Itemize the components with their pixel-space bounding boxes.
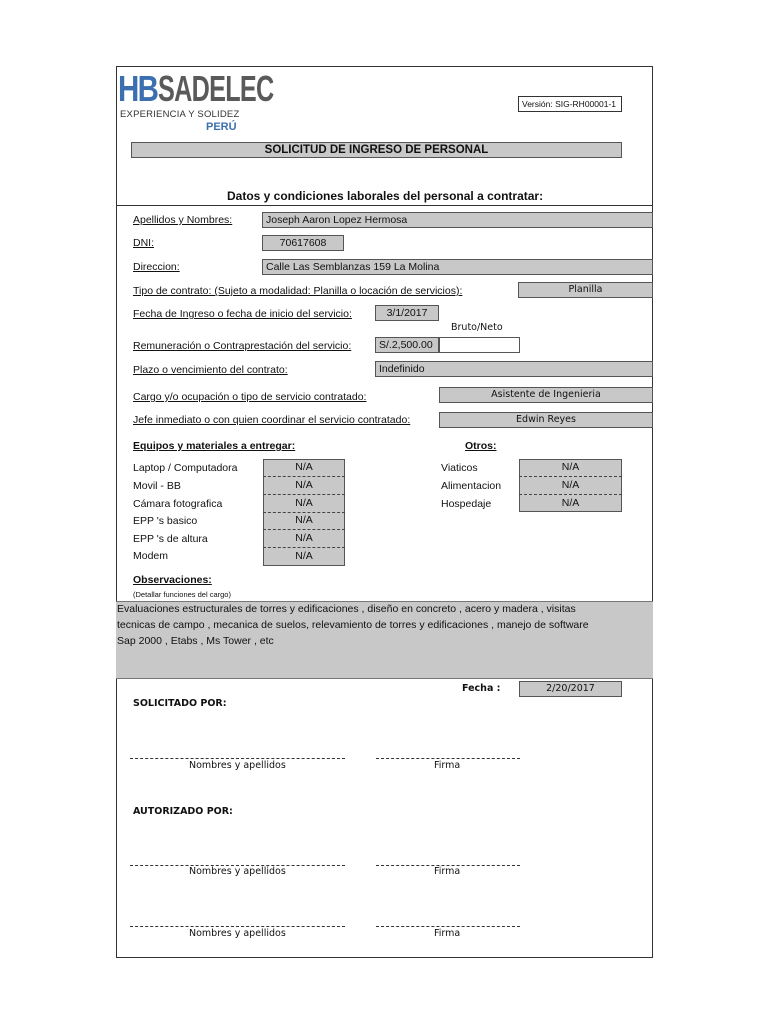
- signature-line: [376, 758, 520, 759]
- signature-line: [376, 926, 520, 927]
- otros-label: Alimentacion: [441, 480, 502, 492]
- firma-label: Firma: [434, 760, 461, 771]
- jefe-label: Jefe inmediato o con quien coordinar el servicio contratado:: [133, 414, 411, 426]
- remuneracion-field[interactable]: S/.2,500.00: [375, 337, 439, 353]
- section-title: Datos y condiciones laborales del personal a contratar:: [227, 189, 544, 203]
- bruto-neto-label: Bruto/Neto: [451, 322, 503, 333]
- tipo-contrato-label: Tipo de contrato: (Sujeto a modalidad: Planilla o locación de servicios):: [133, 285, 463, 297]
- divider: [263, 476, 345, 477]
- cargo-label: Cargo y/o ocupación o tipo de servicio contratado:: [133, 391, 367, 403]
- logo-name: SADELEC: [158, 68, 274, 109]
- divider: [263, 494, 345, 495]
- otros-title: Otros:: [465, 440, 497, 452]
- firma-label: Firma: [434, 928, 461, 939]
- otros-label: Viaticos: [441, 462, 478, 474]
- nombres-apellidos-label: Nombres y apellidos: [189, 760, 286, 771]
- divider: [519, 494, 622, 495]
- equipo-label: Laptop / Computadora: [133, 462, 238, 474]
- equipo-label: Modem: [133, 550, 169, 562]
- cargo-field[interactable]: Asistente de Ingenieria: [439, 387, 653, 403]
- nombres-label: Apellidos y Nombres:: [133, 214, 233, 226]
- nombres-apellidos-label: Nombres y apellidos: [189, 866, 286, 877]
- equipo-label: EPP 's basico: [133, 515, 198, 527]
- observaciones-subtitle: (Detallar funciones del cargo): [133, 590, 231, 599]
- otros-value[interactable]: N/A: [561, 479, 580, 491]
- logo-country: PERÚ: [206, 121, 237, 133]
- plazo-label: Plazo o vencimiento del contrato:: [133, 364, 288, 376]
- tipo-contrato-field[interactable]: Planilla: [518, 282, 653, 298]
- observaciones-title: Observaciones:: [133, 574, 212, 586]
- nombres-field[interactable]: Joseph Aaron Lopez Hermosa: [262, 212, 653, 228]
- jefe-field[interactable]: Edwin Reyes: [439, 412, 653, 428]
- solicitado-heading: SOLICITADO POR:: [133, 698, 227, 709]
- plazo-field[interactable]: Indefinido: [375, 361, 653, 377]
- form-title: SOLICITUD DE INGRESO DE PERSONAL: [131, 142, 622, 158]
- equipo-value[interactable]: N/A: [295, 479, 313, 491]
- remuneracion-label: Remuneración o Contraprestación del servicio:: [133, 340, 352, 352]
- fecha-ingreso-label: Fecha de Ingreso o fecha de inicio del servicio:: [133, 308, 352, 320]
- equipo-value[interactable]: N/A: [295, 514, 313, 526]
- equipo-label: EPP 's de altura: [133, 533, 208, 545]
- signature-line: [130, 758, 345, 759]
- equipo-label: Movil - BB: [133, 480, 181, 492]
- divider: [519, 476, 622, 477]
- nombres-apellidos-label: Nombres y apellidos: [189, 928, 286, 939]
- equipo-value[interactable]: N/A: [295, 461, 313, 473]
- firma-label: Firma: [434, 866, 461, 877]
- logo-hb: HB: [118, 68, 158, 109]
- logo-tagline: EXPERIENCIA Y SOLIDEZ: [120, 109, 240, 120]
- otros-label: Hospedaje: [441, 498, 492, 510]
- direccion-field[interactable]: Calle Las Semblanzas 159 La Molina: [262, 259, 653, 275]
- observaciones-line: Evaluaciones estructurales de torres y edificaciones , diseño en concreto , acero y madera , visitas: [117, 603, 576, 615]
- fecha-field[interactable]: 2/20/2017: [519, 681, 622, 697]
- divider: [263, 512, 345, 513]
- otros-value[interactable]: N/A: [561, 461, 580, 473]
- bruto-neto-field[interactable]: [439, 337, 520, 353]
- divider: [116, 205, 653, 206]
- equipo-label: Cámara fotografica: [133, 498, 223, 510]
- otros-value[interactable]: N/A: [561, 497, 580, 509]
- direccion-label: Direccion:: [133, 261, 180, 273]
- observaciones-line: Sap 2000 , Etabs , Ms Tower , etc: [117, 635, 274, 647]
- divider: [263, 547, 345, 548]
- fecha-label: Fecha :: [462, 683, 501, 694]
- fecha-ingreso-field[interactable]: 3/1/2017: [375, 305, 439, 321]
- dni-field[interactable]: 70617608: [262, 235, 344, 251]
- equipos-title: Equipos y materiales a entregar:: [133, 440, 296, 452]
- observaciones-line: tecnicas de campo , mecanica de suelos, relevamiento de torres y edificaciones , manejo de software: [117, 619, 589, 631]
- autorizado-heading: AUTORIZADO POR:: [133, 806, 233, 817]
- divider: [263, 529, 345, 530]
- equipo-value[interactable]: N/A: [295, 550, 313, 562]
- signature-line: [130, 926, 345, 927]
- dni-label: DNI:: [133, 237, 154, 249]
- equipo-value[interactable]: N/A: [295, 497, 313, 509]
- version-box: Versión: SIG-RH00001-1: [518, 96, 622, 112]
- equipo-value[interactable]: N/A: [295, 532, 313, 544]
